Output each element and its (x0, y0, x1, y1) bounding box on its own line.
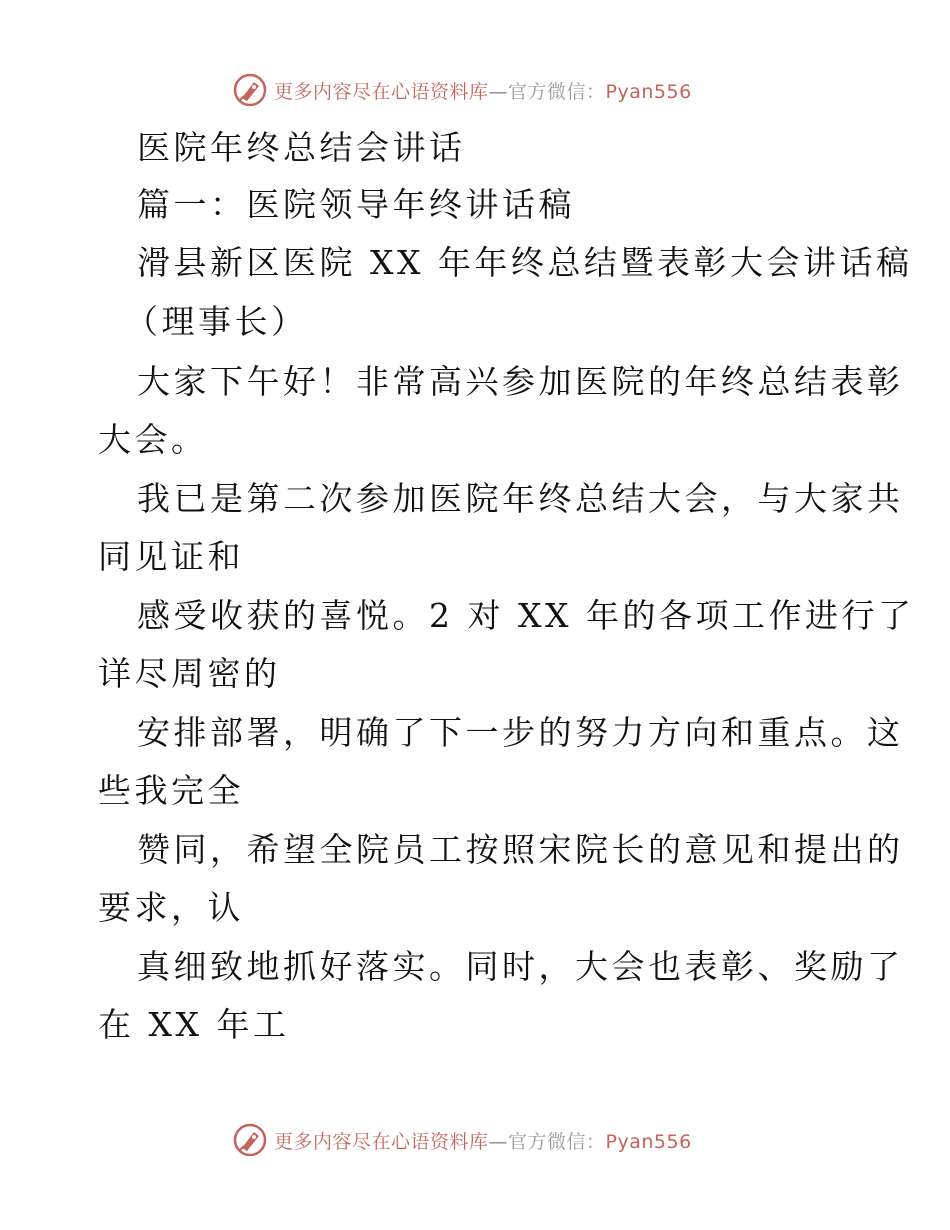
watermark-separator: — (488, 1130, 509, 1153)
paragraph-line: 大会。 (98, 420, 208, 459)
watermark-separator: — (488, 80, 509, 103)
paragraph-line: 要求，认 (98, 888, 244, 927)
watermark-contact-value: Pyan556 (605, 1130, 692, 1153)
watermark-contact-label: 官方微信： (508, 1130, 606, 1153)
watermark-contact-value: Pyan556 (605, 80, 692, 103)
watermark-text (274, 77, 692, 104)
pen-nib-logo-icon (232, 1122, 268, 1158)
watermark-text (274, 1127, 692, 1154)
speech-heading: 滑县新区医院 XX 年年终总结暨表彰大会讲话稿 (137, 243, 913, 282)
watermark-header (232, 70, 752, 110)
watermark-title: 更多内容尽在心语资料库 (274, 1130, 489, 1153)
paragraph-line: 大家下午好！非常高兴参加医院的年终总结表彰 (137, 362, 904, 401)
paragraph-line: 感受收获的喜悦。2 对 XX 年的各项工作进行了 (137, 596, 915, 635)
speaker-role: （理事长） (125, 302, 308, 341)
paragraph-line: 赞同，希望全院员工按照宋院长的意见和提出的 (137, 830, 904, 869)
paragraph-line: 些我完全 (98, 771, 244, 810)
paragraph-line: 真细致地抓好落实。同时，大会也表彰、奖励了 (137, 947, 904, 986)
document-subtitle: 篇一：医院领导年终讲话稿 (137, 185, 575, 224)
paragraph-line: 我已是第二次参加医院年终总结大会，与大家共 (137, 479, 904, 518)
document-title: 医院年终总结会讲话 (137, 128, 466, 167)
pen-nib-logo-icon (232, 72, 268, 108)
watermark-title: 更多内容尽在心语资料库 (274, 80, 489, 103)
watermark-footer (232, 1120, 752, 1160)
watermark-contact-label: 官方微信： (508, 80, 606, 103)
paragraph-line: 同见证和 (98, 537, 244, 576)
paragraph-line: 在 XX 年工 (98, 1005, 290, 1044)
paragraph-line: 详尽周密的 (98, 654, 281, 693)
paragraph-line: 安排部署，明确了下一步的努力方向和重点。这 (137, 713, 904, 752)
